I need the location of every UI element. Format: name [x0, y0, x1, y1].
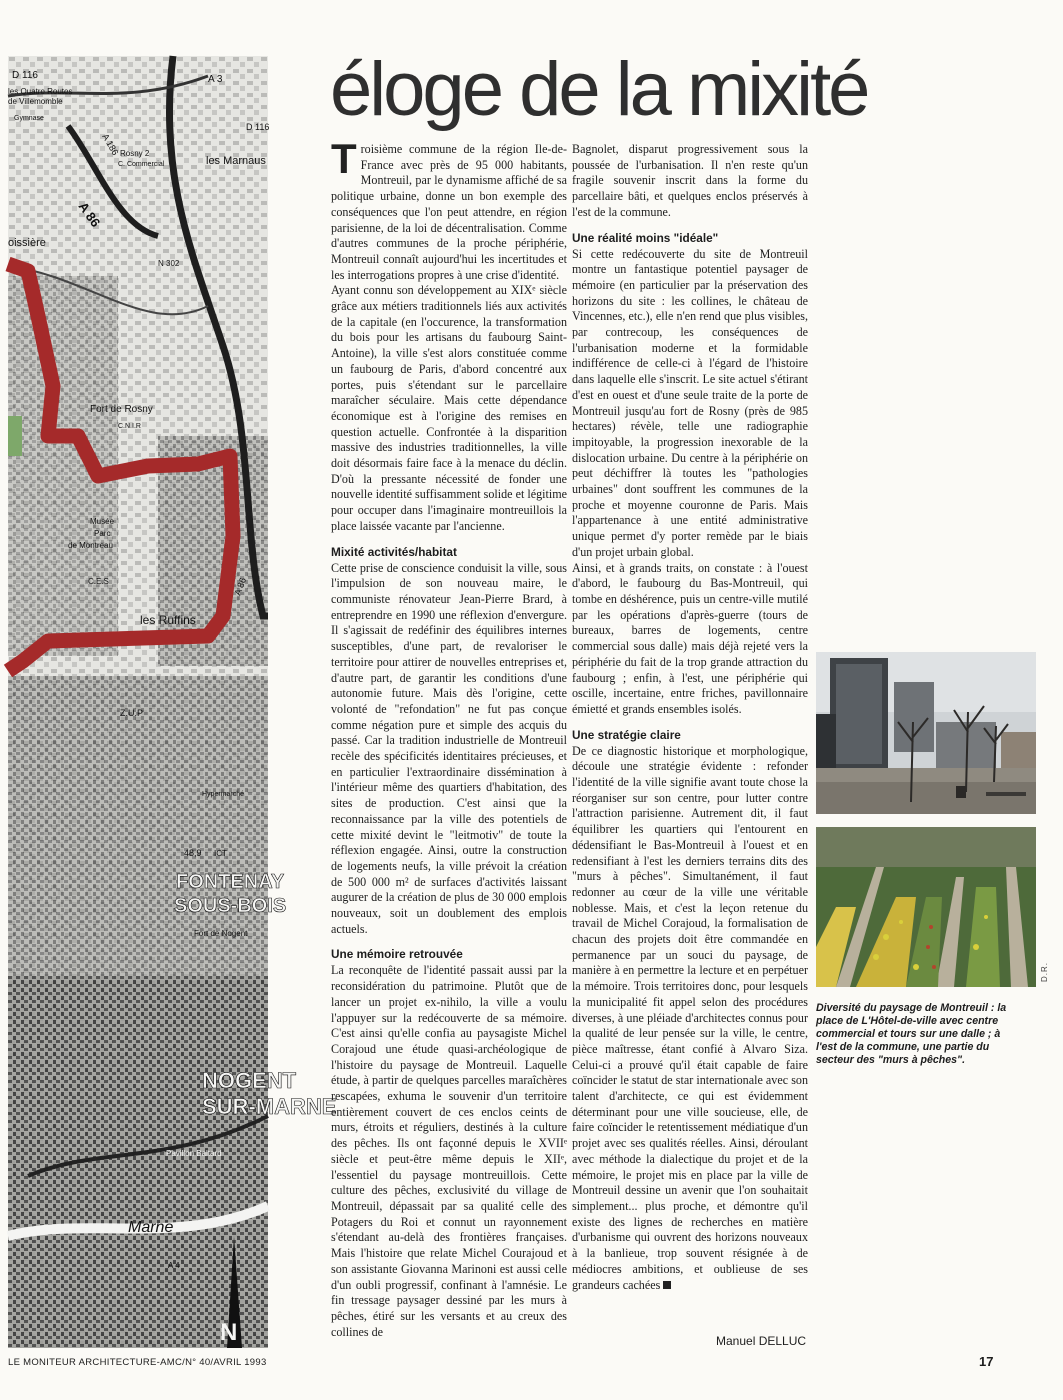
map-label-ruffins: les Ruffins — [140, 613, 196, 627]
section-heading: Une stratégie claire — [572, 727, 681, 742]
map-label-elevation: 48,9 — [184, 848, 202, 858]
map-label-montreau: de Montreau — [68, 541, 113, 550]
paragraph: Ayant connu son développement au XIXᵉ siècle grâce aux métiers traditionnels liés aux activités de la capitale (en l'occurence, la transformation du bois pour les artisans du faubourg Saint-Antoine), la ville s'est alors constituée comme un faubourg de Paris, d'abord concentré aux portes, puis s'étendant sur le parcellaire maraîcher séculaire. Mais cette dépendance économique est à l'origine des remises en question actuelle. Confrontée à la disparition massive des industries traditionnelles, la ville doit désormais faire face à la menace du déclin. D'où la pressante nécessité de fonder une nouvelle identité suffisamment solide et légitime pour occuper dans l'imaginaire montreuillois la place laissée vacante par l'ancienne. — [331, 283, 567, 533]
map-label-quatre-routes: les Quatre Routes — [8, 87, 73, 96]
map-label-ict: ICT — [214, 849, 227, 858]
intro-text: roisième commune de la région Ile-de-France avec près de 95 000 habitants, Montreuil, par le dynamisme affiché de sa politique urbaine, donne un bon exemple des conséquences que l'on peut attendre, en région parisienne, de la loi de décentralisation. Comme d'autres communes de la proche périphérie, Montreuil connaît aujourd'hui les incertitudes et les interrogations propres à une crise d'identité. — [331, 142, 567, 282]
map-label-n302: N 302 — [158, 259, 180, 268]
map-label-hypermarche: Hypermarché — [202, 791, 245, 798]
map-label-boissiere: oissière — [8, 237, 46, 249]
paragraph: Ainsi, et à grands traits, on constate : à l'ouest d'abord, le faubourg du Bas-Montreuil, qui tombe en déshérence, puis un centre-ville mutilé par les opérations d'après-guerre (tours de bureaux, barres de logements, centre commercial sous dalle) mais déjà rejeté vers la périphérie du fait de la trop grande attraction du faubourg ; enfin, à l'est, une périphérie qui oscille, incertaine, entre friches, pavillonnaire émietté et grands ensembles isolés. — [572, 560, 808, 716]
section-heading: Mixité activités/habitat — [331, 544, 457, 559]
intro-paragraph — [331, 135, 567, 283]
map-label-d116: D 116 — [12, 70, 38, 81]
photo-caption: Diversité du paysage de Montreuil : la place de L'Hôtel-de-ville avec centre commercial et tours sur une dalle ; à l'est de la commune, une partie du secteur des "murs à pêches". — [816, 1002, 1007, 1066]
paragraph: Cette prise de conscience conduisit la ville, sous l'impulsion de son nouveau maire, le communiste rénovateur Jean-Pierre Brard, à entreprendre en 1990 une réflexion d'envergure. Il s'agissait de redéfinir des équilibres internes susceptibles, d'une part, de revaloriser le territoire pour attirer de nouvelles entreprises et, d'autre part, de garantir les conditions d'une autonomie future. Mais dès l'origine, cette volonté de "refondation" ne fut pas conçue comme négation pure et simple des acquis du passé. Car la tradition industrielle de Montreuil recèle des spécificités identitaires précieuses, et en particulier l'extraordinaire dissémination à l'intérieur même des quartiers d'habitation, des sites de production. C'est ainsi que la reconnaissance par la ville des potentiels de cette mixité devint le "leitmotiv" de toute la réflexion engagée. Ainsi, outre la construction de logements neufs, la ville prévoit la création de 500 000 m² de surfaces d'activités laissant augurer de la création de plus de 30 000 emplois nouveaux, soit un doublement des emplois actuels. — [331, 560, 567, 936]
article-column-1 — [331, 135, 567, 1352]
section-heading: Une réalité moins "idéale" — [572, 230, 719, 245]
map-label-gymnase: Gymnase — [14, 115, 44, 122]
paragraph: La reconquête de l'identité passait aussi par la reconsidération du patrimoine. Plutôt que de lancer un projet ex-nihilo, la ville a voulu l'appuyer sur la redécouverte de sa mémoire. C'est ainsi qu'elle confia au paysagiste Michel Corajoud une étude quasi-archéologique de l'histoire du paysage de Montreuil. Laquelle étude, à partir de quelques parcelles maraîchères rescapées, exhuma le souvenir d'un territoire entièrement couvert de ces enclos ceints de murs, étroits et réguliers, destinés à la culture des pêches. Ils ont façonné depuis le XVIIᵉ siècle et peut-être même depuis le XIIᵉ, l'essentiel du paysage montreuillois. Cette culture des pêches, exclusivité du village de Montreuil, dépassait par sa qualité celle des Potagers du Roi et connut un rayonnement s'étendant au-delà des frontières françaises. Mais l'histoire que relate Michel Courajoud et son assistante Giovanna Marinoni est aussi celle d'un oubli progressif, confinant à l'amnésie. Le fin tressage paysager dessiné par les murs à pêches, étiré sur les versants et au creux des collines de — [331, 963, 567, 1339]
photo-credit: D.R. — [1040, 962, 1049, 982]
paragraph: Bagnolet, disparut progressivement sous la poussée de l'urbanisation. Il n'en reste qu'un fragile souvenir inscrit dans la forme du parcellaire bâti, et quelques enclos préservés à l'est de la commune. — [572, 142, 808, 219]
end-mark-icon — [663, 1281, 671, 1289]
closing-text: De ce diagnostic historique et morphologique, découle une stratégie évidente : refonder l'identité de la ville signifie avant toute chose la réorganiser sur son centre, pour lutter contre l'attraction parisienne. Autrement dit, il faut équilibrer les quartiers qui l'entourent en dédensifiant le Bas-Montreuil à l'ouest et en redensifiant à l'est les derniers terrains dits des "murs à pêches". Simultanément, il faut redonner au cœur de la ville une véritable noblesse. Mais, et c'est la leçon retenue du travail de Michel Corajoud, la formalisation de chacun des projets doit être commandée en permanence par un souci du paysage, de manière à en permettre la lecture et en perpétuer la mémoire. Trois territoires donc, pour lesquels la municipalité fit appel selon des procédures diverses, à une pléiade d'architectes connus pour la qualité de leur pensée sur la ville, le centre, pièce maîtresse, étant confié à Alvaro Siza. Celui-ci a prouvé qu'il était capable de faire coïncider le statut de star internationale avec son talent d'architecte, ce qui est évidemment déterminant pour une ville soucieuse, elle, de faire coïncider le retentissement médiatique d'un projet avec ses qualités réelles. Ainsi, déroulant avec méthode la dialectique du projet et de la mémoire, le projet mis en place par la ville de Montreuil dessine un avenir que l'on souhaitait simplement... plus proche, et démontre qu'il existe des lignes de recherches en matière d'urbanisme qui ouvrent des horizons nouveaux à la banlieue, trop souvent résignée à de médiocres ambitions, et oublieuse de ses grandeurs cachées — [572, 743, 808, 1292]
map-label-fort-rosny: Fort de Rosny — [90, 404, 153, 415]
montreuil-map — [8, 56, 337, 1348]
drop-cap: T — [331, 135, 357, 182]
page-number: 17 — [979, 1354, 994, 1369]
photo-murs-a-peches — [816, 827, 1036, 987]
north-arrow-label: N — [220, 1319, 238, 1346]
map-label-marne: Marne — [128, 1219, 174, 1236]
map-label-commercial: C. Commercial — [118, 161, 165, 168]
map-label-a4: A 4 — [168, 1261, 180, 1270]
map-label-cnir: C.N.I.R — [118, 423, 141, 430]
map-label-rosny2: Rosny 2 — [120, 149, 150, 158]
map-label-a86: A 86 — [75, 199, 104, 230]
map-label-fontenay: FONTENAY — [176, 871, 285, 893]
map-label-villemomble: de Villemomble — [8, 97, 63, 106]
map-label-sur-marne: SUR-MARNE — [202, 1094, 337, 1119]
map-label-fort-nogent: Fort de Nogent — [194, 929, 248, 938]
map-label-sous-bois: SOUS-BOIS — [174, 895, 287, 917]
map-label-parc: Parc — [94, 529, 111, 538]
section-heading: Une mémoire retrouvée — [331, 947, 463, 962]
publication-footer: LE MONITEUR ARCHITECTURE-AMC/N° 40/AVRIL 1993 — [8, 1357, 267, 1368]
article-column-2 — [572, 142, 808, 1312]
photo-hotel-de-ville-square — [816, 652, 1036, 814]
map-label-ces: C.E.S — [88, 577, 109, 586]
map-label-zup: Z.U.P — [120, 708, 144, 718]
map-label-d116-right: D 116 — [246, 122, 270, 132]
map-label-manaus: les Marnaus — [206, 155, 266, 167]
map-label-a86-east: A 86 — [232, 576, 249, 597]
map-label-nogent: NOGENT — [202, 1068, 297, 1093]
map-label-pavillon-baltard: Pavillon Baltard — [166, 1149, 222, 1158]
author-name: Manuel DELLUC — [716, 1334, 807, 1348]
map-label-musee: Musée — [90, 517, 115, 526]
map-image — [8, 56, 337, 1348]
map-label-a3: A 3 — [208, 74, 223, 85]
article-title: éloge de la mixité — [330, 47, 868, 132]
closing-paragraph — [572, 744, 808, 1294]
map-label-a186: A 186 — [100, 132, 121, 157]
paragraph: Si cette redécouverte du site de Montreuil montre un fantastique potentiel paysager de mémoire (en particulier par la préservation des horizons du site : les collines, le château de Vincennes, etc.), elle n'en rend que plus visibles, par contrecoup, les conséquences de l'urbanisation moderne et la formidable indifférence de celle-ci à l'égard de l'histoire dans laquelle elle s'inscrit. Le site actuel s'étirant d'est en ouest et d'une seule traite de la porte de Montreuil jusqu'au fort de Rosny (près de 985 hectares) révèle, telle une radiographie impitoyable, la progression inexorable de la dislocation urbaine. Du centre à la périphérie on peut déchiffrer là toutes les "pathologies urbaines" dont souffrent les communes de la proche et moyenne couronne de Paris. Mais l'appartenance à une entité administrative unique permet d'y porter remède par le biais d'un projet urbain global. — [572, 246, 808, 559]
